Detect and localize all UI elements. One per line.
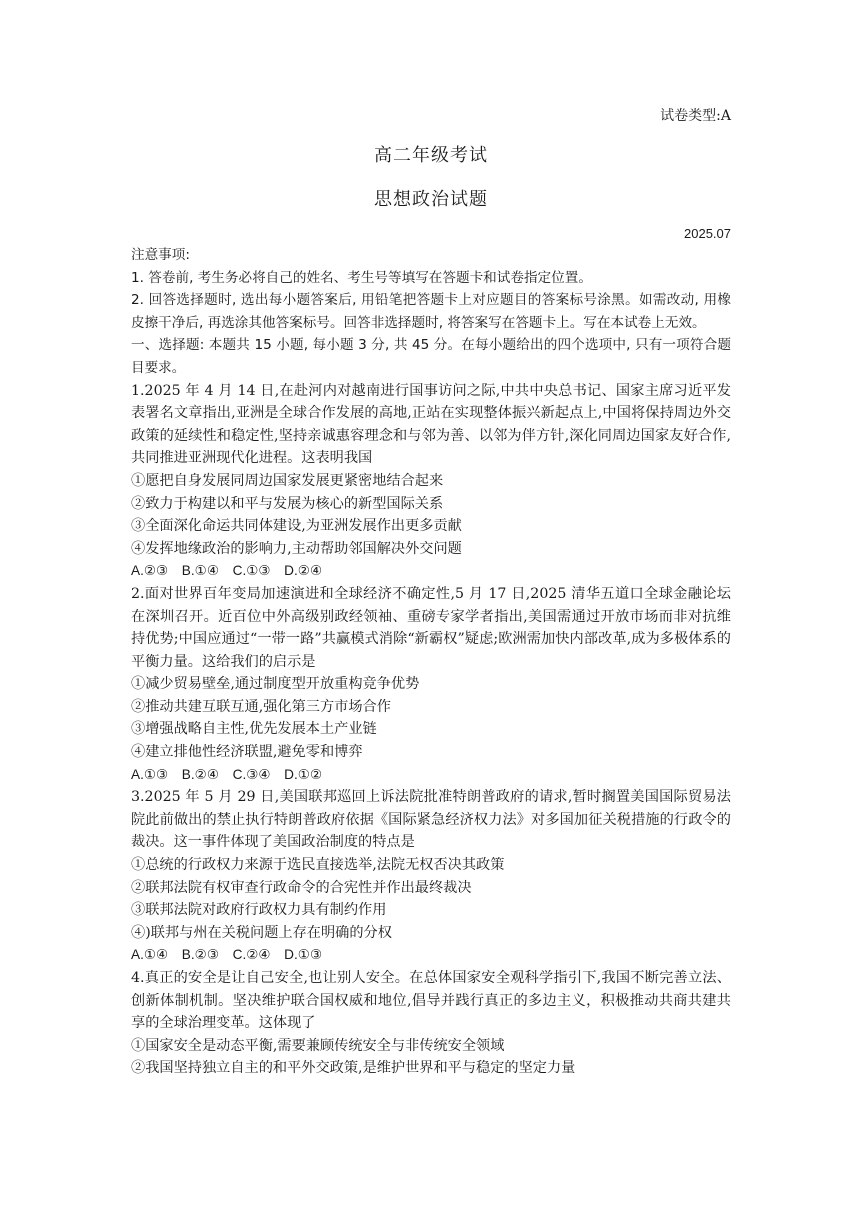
exam-subtitle: 思想政治试题 xyxy=(374,189,488,210)
question-option: ③全面深化命运共同体建设,为亚洲发展作出更多贡献 xyxy=(131,518,462,535)
notes-item-1: 1. 答卷前, 考生务必将自己的姓名、考生号等填写在答题卡和试卷指定位置。 xyxy=(131,269,592,286)
question-option: ②联邦法院有权审查行政命令的合宪性并作出最终裁决 xyxy=(131,879,472,896)
question-option: ①愿把自身发展同周边国家发展更紧密地结合起来 xyxy=(131,472,444,489)
question-3 xyxy=(131,786,731,967)
question-option: ③联邦法院对政府行政权力具有制约作用 xyxy=(131,902,387,919)
question-option: ①国家安全是动态平衡,需要兼顾传统安全与非传统安全领域 xyxy=(131,1037,505,1054)
exam-type-label: 试卷类型:A xyxy=(660,108,731,124)
question-stem: 2.面对世界百年变局加速演进和全球经济不确定性,5 月 17 日,2025 清华五道口全球金融论坛在深圳召开。近百位中外高级别政经领袖、重磅专家学者指出,美国需通过开放市场而非对抗维持优势;中国应通过“一带一路”共赢模式消除“新霸权”疑虑;欧洲需加快内部改革,成为多极体系的平衡力量。这给我们的启示是 xyxy=(131,585,731,670)
notes-item-2: 2. 回答选择题时, 选出每小题答案后, 用铅笔把答题卡上对应题目的答案标号涂黑。如需改动, 用橡皮擦干净后, 再选涂其他答案标号。回答非选择题时, 将答案写在答题卡上。写在本试卷上无效。 xyxy=(131,292,731,331)
question-stem: 1.2025 年 4 月 14 日,在赴河内对越南进行国事访问之际,中共中央总书记、国家主席习近平发表署名文章指出,亚洲是全球合作发展的高地,正站在实现整体振兴新起点上,中国将保持周边外交政策的延续性和稳定性,坚持亲诚惠容理念和与邻为善、以邻为伴方针,深化同周边国家友好合作,共同推进亚洲现代化进程。这表明我国 xyxy=(131,382,731,467)
question-option: ④建立排他性经济联盟,避免零和博弈 xyxy=(131,744,363,761)
question-4 xyxy=(131,967,731,1080)
section-heading: 一、选择题: 本题共 15 小题, 每小题 3 分, 共 45 分。在每小题给出的四个选项中, 只有一项符合题目要求。 xyxy=(131,337,731,376)
question-stem: 4.真正的安全是让自己安全,也让别人安全。在总体国家安全观科学指引下,我国不断完善立法、创新体制机制。坚决维护联合国权威和地位,倡导并践行真正的多边主义，积极推动共商共建共享的全球治理变革。这体现了 xyxy=(131,970,731,1032)
notes-heading: 注意事项: xyxy=(131,247,190,263)
question-option: ②致力于构建以和平与发展为核心的新型国际关系 xyxy=(131,495,444,512)
exam-date: 2025.07 xyxy=(684,226,731,241)
question-option: ②我国坚持独立自主的和平外交政策,是维护世界和平与稳定的坚定力量 xyxy=(131,1060,576,1077)
question-option: ④发挥地缘政治的影响力,主动帮助邻国解决外交问题 xyxy=(131,540,462,557)
question-2 xyxy=(131,583,731,786)
answer-choices: A.①④ B.②③ C.②④ D.①③ xyxy=(131,947,323,963)
question-option: ①总统的行政权力来源于选民直接选举,法院无权否决其政策 xyxy=(131,857,505,874)
question-option: ②推动共建互联互通,强化第三方市场合作 xyxy=(131,698,391,715)
answer-choices: A.①③ B.②④ C.③④ D.①② xyxy=(131,766,323,782)
question-option: ③增强战略自主性,优先发展本土产业链 xyxy=(131,721,377,738)
question-1 xyxy=(131,380,731,583)
question-option: ①减少贸易壁垒,通过制度型开放重构竞争优势 xyxy=(131,676,420,693)
exam-title: 高二年级考试 xyxy=(374,145,488,166)
question-option: ④)联邦与州在关税问题上存在明确的分权 xyxy=(131,924,392,941)
notes-section xyxy=(131,244,731,334)
question-stem: 3.2025 年 5 月 29 日,美国联邦巡回上诉法院批准特朗普政府的请求,暂时搁置美国国际贸易法院此前做出的禁止执行特朗普政府依据《国际紧急经济权力法》对多国加征关税措施的行政令的裁决。这一事件体现了美国政治制度的特点是 xyxy=(131,789,731,851)
answer-choices: A.②③ B.①④ C.①③ D.②④ xyxy=(131,563,323,579)
exam-page xyxy=(131,96,731,1080)
